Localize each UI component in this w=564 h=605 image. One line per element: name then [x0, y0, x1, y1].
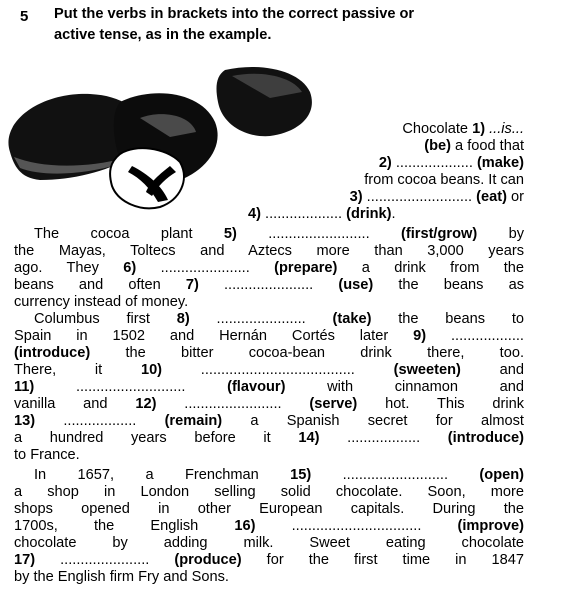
chocolate-pieces-illustration	[0, 62, 340, 212]
text-line: Chocolate 1) ...is...	[402, 121, 524, 137]
text-line: from cocoa beans. It can	[364, 172, 524, 188]
text-line: 1700s, the English 16) ................................ (improve)	[14, 518, 525, 534]
exercise-number: 5	[20, 8, 29, 25]
text-line: a hundred years before it 14) .................. (introduce)	[14, 430, 524, 446]
text-line: 13) .................. (remain) a Spanish secret for almost	[14, 413, 524, 429]
text-line: In 1657, a Frenchman 15) .......................... (open)	[34, 467, 525, 483]
text-line: ago. They 6) ...................... (prepare) a drink from the	[14, 260, 524, 276]
text-line: 3) .......................... (eat) or	[349, 189, 524, 205]
text-line: chocolate by adding milk. Sweet eating chocolate	[14, 535, 524, 551]
text-line: Spain in 1502 and Hernán Cortés later 9) ..................	[14, 328, 524, 344]
instruction-line-2: active tense, as in the example.	[54, 27, 272, 43]
text-line: The cocoa plant 5) ......................... (first/grow) by	[34, 226, 525, 242]
text-line: vanilla and 12) ........................ (serve) hot. This drink	[14, 396, 524, 412]
text-line: shops opened in other European capitals. During the	[14, 501, 524, 517]
instruction-line-1: Put the verbs in brackets into the correct passive or	[54, 6, 415, 22]
text-line: 17) ...................... (produce) for the first time in 1847	[14, 552, 524, 568]
text-line: beans and often 7) ...................... (use) the beans as	[14, 277, 524, 293]
text-line: to France.	[14, 447, 80, 463]
text-line: currency instead of money.	[14, 294, 189, 310]
text-line: 11) ........................... (flavour) with cinnamon and	[14, 379, 525, 395]
text-line: a shop in London selling solid chocolate. Soon, more	[14, 484, 524, 500]
text-line: the Mayas, Toltecs and Aztecs more than 3,000 years	[14, 243, 524, 259]
text-line: Columbus first 8) ...................... (take) the beans to	[34, 311, 525, 327]
text-line: (introduce) the bitter cocoa-bean drink there, too.	[14, 345, 524, 361]
text-line: by the English firm Fry and Sons.	[14, 569, 229, 585]
text-line: 4) ................... (drink).	[248, 206, 396, 222]
text-line: (be) a food that	[424, 138, 524, 154]
text-line: There, it 10) ...................................... (sweeten) and	[14, 362, 524, 378]
text-line: 2) ................... (make)	[378, 155, 524, 171]
